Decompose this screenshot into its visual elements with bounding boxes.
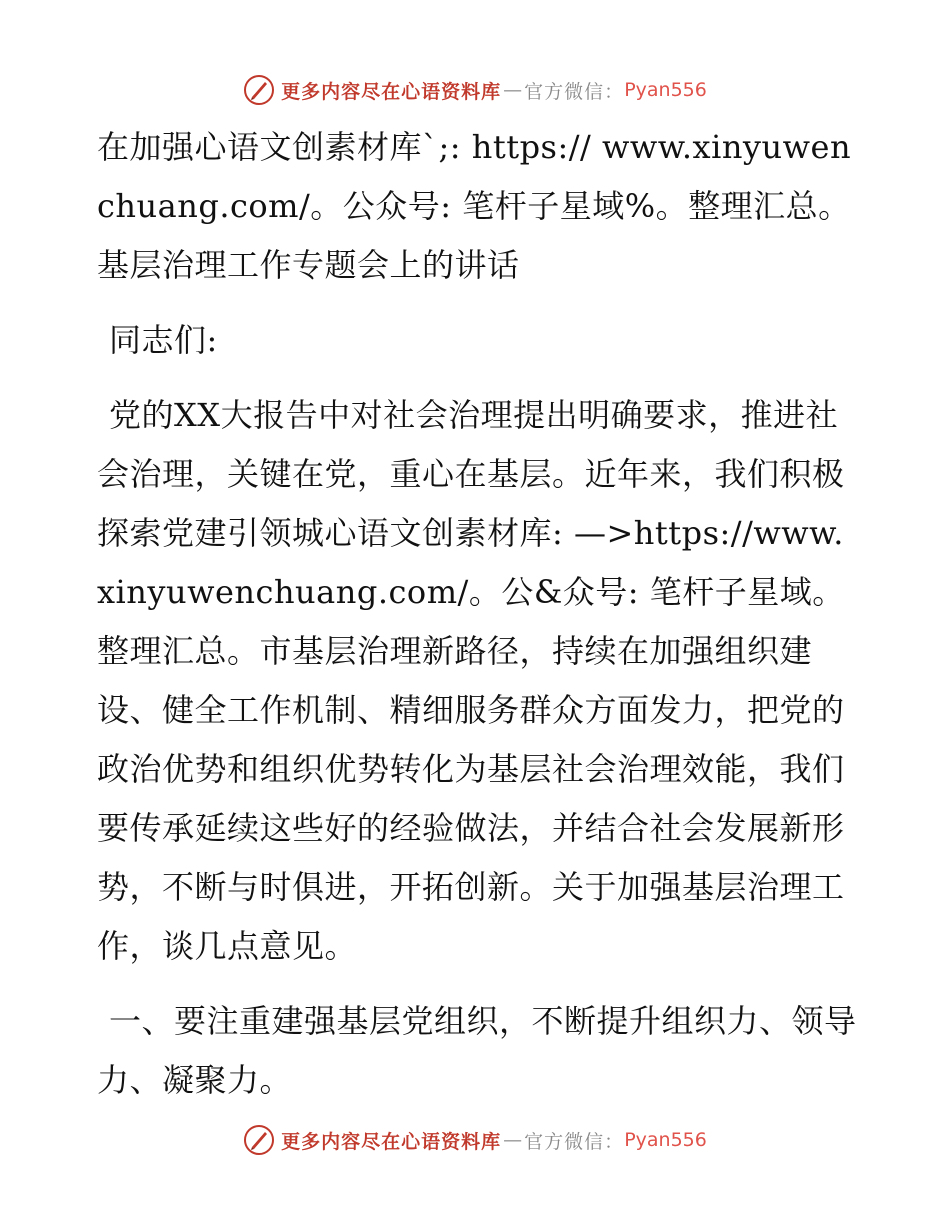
banner-wechat-id: Pyan556 — [624, 1129, 707, 1151]
body-paragraph: 党的XX大报告中对社会治理提出明确要求，推进社会治理，关键在党，重心在基层。近年来，我们积极探索党建引领城心语文创素材库: —>https://www.xinyuwenchuang.com/。公&众号: 笔杆子星域。整理汇总。市基层治理新路径，持续在加强组织建设、健全工作机制、精细服务群众方面发力，把党的政治优势和组织优势转化为基层社会治理效能，我们要传承延续这些好的经验做法，并结合社会发展新形势，不断与时俱进，开拓创新。关于加强基层治理工作，谈几点意见。 — [97, 396, 845, 965]
salutation-paragraph: 同志们: — [109, 321, 218, 359]
section-heading-paragraph: 一、要注重建强基层党组织，不断提升组织力、领导力、凝聚力。 — [97, 1002, 857, 1099]
feather-pen-icon — [243, 1124, 275, 1156]
banner-dash: — — [503, 79, 523, 101]
banner-official-label: 官方微信： — [524, 80, 625, 103]
footer-banner — [0, 1120, 950, 1160]
banner-official-label: 官方微信： — [524, 1130, 625, 1153]
document-title-paragraph: 在加强心语文创素材库`;: https:// www.xinyuwenchuang.com/。公众号: 笔杆子星域%。整理汇总。基层治理工作专题会上的讲话 — [97, 128, 852, 284]
banner-wechat-id: Pyan556 — [624, 79, 707, 101]
banner-main-text: 更多内容尽在心语资料库 — [281, 1130, 502, 1153]
banner-main-text: 更多内容尽在心语资料库 — [281, 80, 502, 103]
document-body — [97, 118, 857, 1126]
header-banner — [0, 70, 950, 110]
banner-dash: — — [503, 1129, 523, 1151]
feather-pen-icon — [243, 74, 275, 106]
